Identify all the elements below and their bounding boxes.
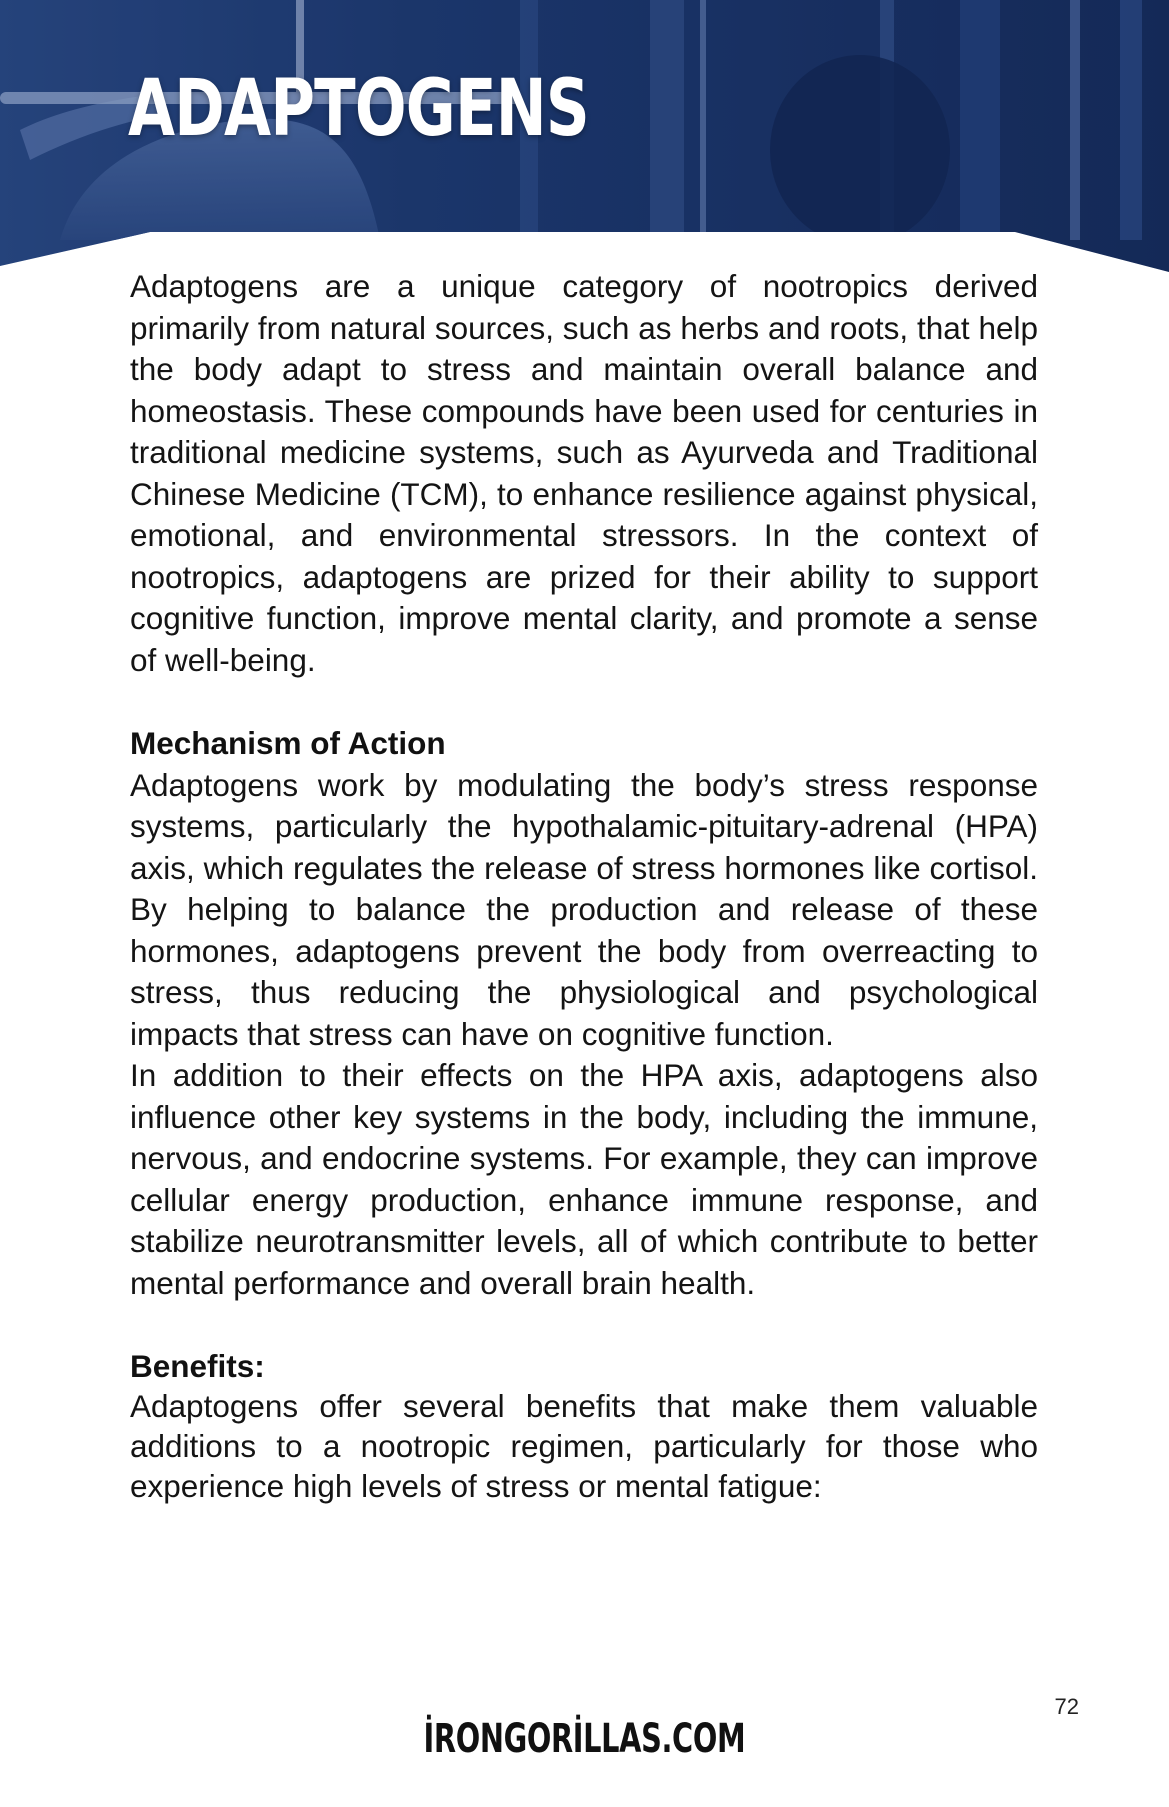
benefits-paragraph: Adaptogens offer several benefits that make them valuable additions to a nootropic regimen, particularly for those who experience high levels of stress or mental fatigue: [130,1388,1038,1504]
page-title: ADAPTOGENS [128,64,589,154]
article-body [130,266,1038,1506]
mechanism-paragraph: Adaptogens work by modulating the body’s stress response systems, particularly the hypothalamic-pituitary-adrenal (HPA) axis, which regulates the release of stress hormones like cortisol. By helping to balance the production and release of these hormones, adaptogens prevent the body from overreacting to stress, thus reducing the physiological and psychological impacts that stress can have on cognitive function. [130,766,1038,1052]
section-spacer [130,681,1038,723]
section-heading-benefits: Benefits: [130,1348,265,1384]
brand-text: İRONGORİLLAS.COM [423,1716,746,1762]
page-number: 72 [1054,1694,1079,1719]
intro-paragraph: Adaptogens are a unique category of nootropics derived primarily from natural sources, such as herbs and roots, that help the body adapt to stress and maintain overall balance and homeostasis. These compounds have been used for centuries in traditional medicine systems, such as Ayurveda and Traditional Chinese Medicine (TCM), to enhance resilience against physical, emotional, and environmental stressors. In the context of nootropics, adaptogens are prized for their ability to support cognitive function, improve mental clarity, and promote a sense of well-being. [130,268,1038,678]
section-heading-mechanism: Mechanism of Action [130,725,446,761]
section-spacer [130,1304,1038,1346]
mechanism-paragraph: In addition to their effects on the HPA axis, adaptogens also influence other key systems in the body, including the immune, nervous, and endocrine systems. For example, they can improve cellular energy production, enhance immune response, and stabilize neurotransmitter levels, all of which contribute to better mental performance and overall brain health. [130,1057,1038,1301]
footer-brand-logo [0,1716,1169,1762]
header-banner [0,0,1169,280]
